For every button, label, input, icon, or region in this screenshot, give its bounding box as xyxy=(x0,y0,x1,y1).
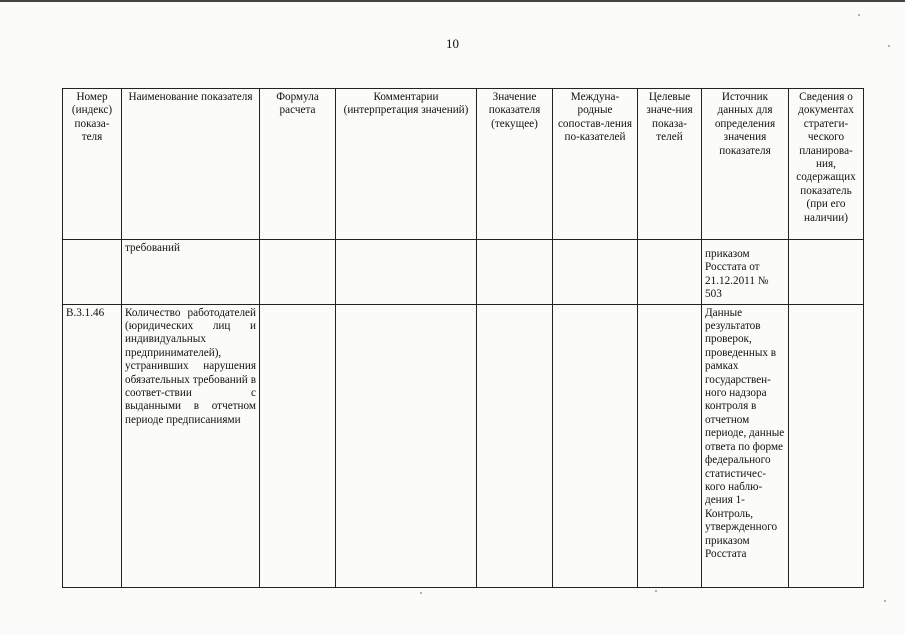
header-value: Значение показателя (текущее) xyxy=(477,89,553,240)
header-comments: Комментарии (интерпретация значений) xyxy=(336,89,477,240)
row-international xyxy=(553,240,638,305)
header-documents: Сведения о документах стратеги-ческого планирова-ния, содержащих показатель (при его наличии) xyxy=(789,89,864,240)
row-source: приказом Росстата от 21.12.2011 № 503 xyxy=(702,240,789,305)
table-header-row xyxy=(63,89,864,240)
row-documents xyxy=(789,240,864,305)
scan-speck xyxy=(884,600,886,602)
row-international xyxy=(553,304,638,587)
row-target xyxy=(638,304,702,587)
header-source: Источник данных для определения значения показателя xyxy=(702,89,789,240)
header-number: Номер (индекс) показа-теля xyxy=(63,89,122,240)
row-target xyxy=(638,240,702,305)
row-formula xyxy=(260,240,336,305)
table-row xyxy=(63,240,864,305)
row-number: В.3.1.46 xyxy=(63,304,122,587)
scan-speck xyxy=(420,592,422,594)
row-source: Данные результатов проверок, проведенных в рамках государствен-ного надзора контроля в отчетном периоде, данные ответа по форме федерального статистичес-кого наблю-дения 1-Контроль, утвержденного приказом Росстата xyxy=(702,304,789,587)
row-number xyxy=(63,240,122,305)
header-international: Междуна-родные сопостав-ления по-казателей xyxy=(553,89,638,240)
row-name: Количество работодателей (юридических лиц и индивидуальных предпринимателей), устранивших нарушения обязательных требований в соответ-ствии с выданными в отчетном периоде предписаниями xyxy=(122,304,260,587)
row-value xyxy=(477,304,553,587)
header-formula: Формула расчета xyxy=(260,89,336,240)
scan-speck xyxy=(888,45,890,47)
row-value xyxy=(477,240,553,305)
indicators-table xyxy=(62,88,864,588)
scan-speck xyxy=(655,590,657,592)
row-documents xyxy=(789,304,864,587)
row-formula xyxy=(260,304,336,587)
page-number: 10 xyxy=(446,36,459,51)
row-comments xyxy=(336,240,477,305)
header-target: Целевые значе-ния показа-телей xyxy=(638,89,702,240)
row-name: требований xyxy=(122,240,260,305)
table-row xyxy=(63,304,864,587)
scan-speck xyxy=(858,14,860,16)
header-name: Наименование показателя xyxy=(122,89,260,240)
row-comments xyxy=(336,304,477,587)
top-border-line xyxy=(0,0,905,2)
